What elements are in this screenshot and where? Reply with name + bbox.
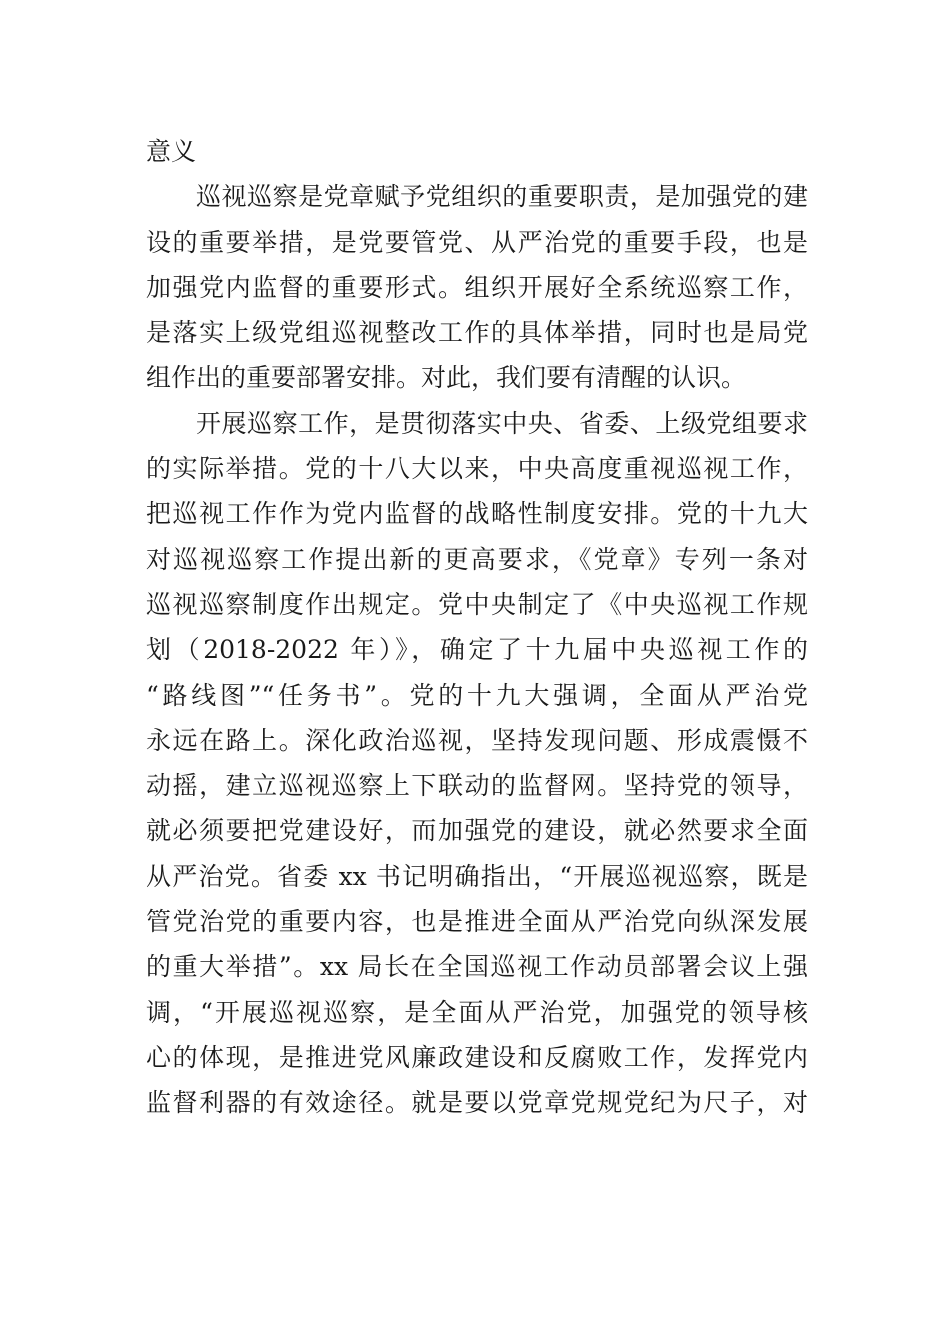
paragraph-line: 巡视巡察制度作出规定。党中央制定了《中央巡视工作规 bbox=[146, 589, 808, 619]
document-body bbox=[146, 129, 808, 1126]
paragraph-line: 组作出的重要部署安排。对此，我们要有清醒的认识。 bbox=[146, 363, 747, 393]
paragraph-line: 划（2018-2022 年）》，确定了十九届中央巡视工作的 bbox=[146, 635, 808, 665]
paragraph-line: 对巡视巡察工作提出新的更高要求，《党章》专列一条对 bbox=[146, 544, 808, 574]
paragraph-line: 就必须要把党建设好，而加强党的建设，就必然要求全面 bbox=[146, 816, 808, 846]
paragraph-line: 的实际举措。党的十八大以来，中央高度重视巡视工作， bbox=[146, 454, 808, 484]
paragraph-line: 永远在路上。深化政治巡视，坚持发现问题、形成震慑不 bbox=[146, 725, 808, 755]
paragraph-line: 从严治党。省委 xx 书记明确指出，“开展巡视巡察，既是 bbox=[146, 861, 808, 891]
heading-fragment: 意义 bbox=[146, 137, 197, 166]
paragraph-line: 开展巡察工作，是贯彻落实中央、省委、上级党组要求 bbox=[196, 408, 808, 438]
paragraph-line: 调，“开展巡视巡察，是全面从严治党，加强党的领导核 bbox=[146, 997, 808, 1027]
paragraph-2 bbox=[146, 401, 808, 1126]
paragraph-line: 设的重要举措，是党要管党、从严治党的重要手段，也是 bbox=[146, 227, 808, 257]
paragraph-line: “路线图”“任务书”。党的十九大强调，全面从严治党 bbox=[146, 680, 808, 710]
paragraph-line: 把巡视工作作为党内监督的战略性制度安排。党的十九大 bbox=[146, 499, 808, 529]
paragraph-line: 的重大举措”。xx 局长在全国巡视工作动员部署会议上强 bbox=[146, 952, 808, 982]
paragraph-line: 动摇，建立巡视巡察上下联动的监督网。坚持党的领导， bbox=[146, 771, 808, 801]
paragraph-line: 监督利器的有效途径。就是要以党章党规党纪为尺子，对 bbox=[146, 1088, 808, 1118]
paragraph-line: 巡视巡察是党章赋予党组织的重要职责，是加强党的建 bbox=[196, 182, 808, 212]
paragraph-line: 心的体现，是推进党风廉政建设和反腐败工作，发挥党内 bbox=[146, 1042, 808, 1072]
paragraph-1 bbox=[146, 174, 808, 400]
paragraph-line: 加强党内监督的重要形式。组织开展好全系统巡察工作， bbox=[146, 272, 808, 302]
paragraph-line: 管党治党的重要内容，也是推进全面从严治党向纵深发展 bbox=[146, 907, 808, 937]
paragraph-line: 是落实上级党组巡视整改工作的具体举措，同时也是局党 bbox=[146, 318, 808, 348]
